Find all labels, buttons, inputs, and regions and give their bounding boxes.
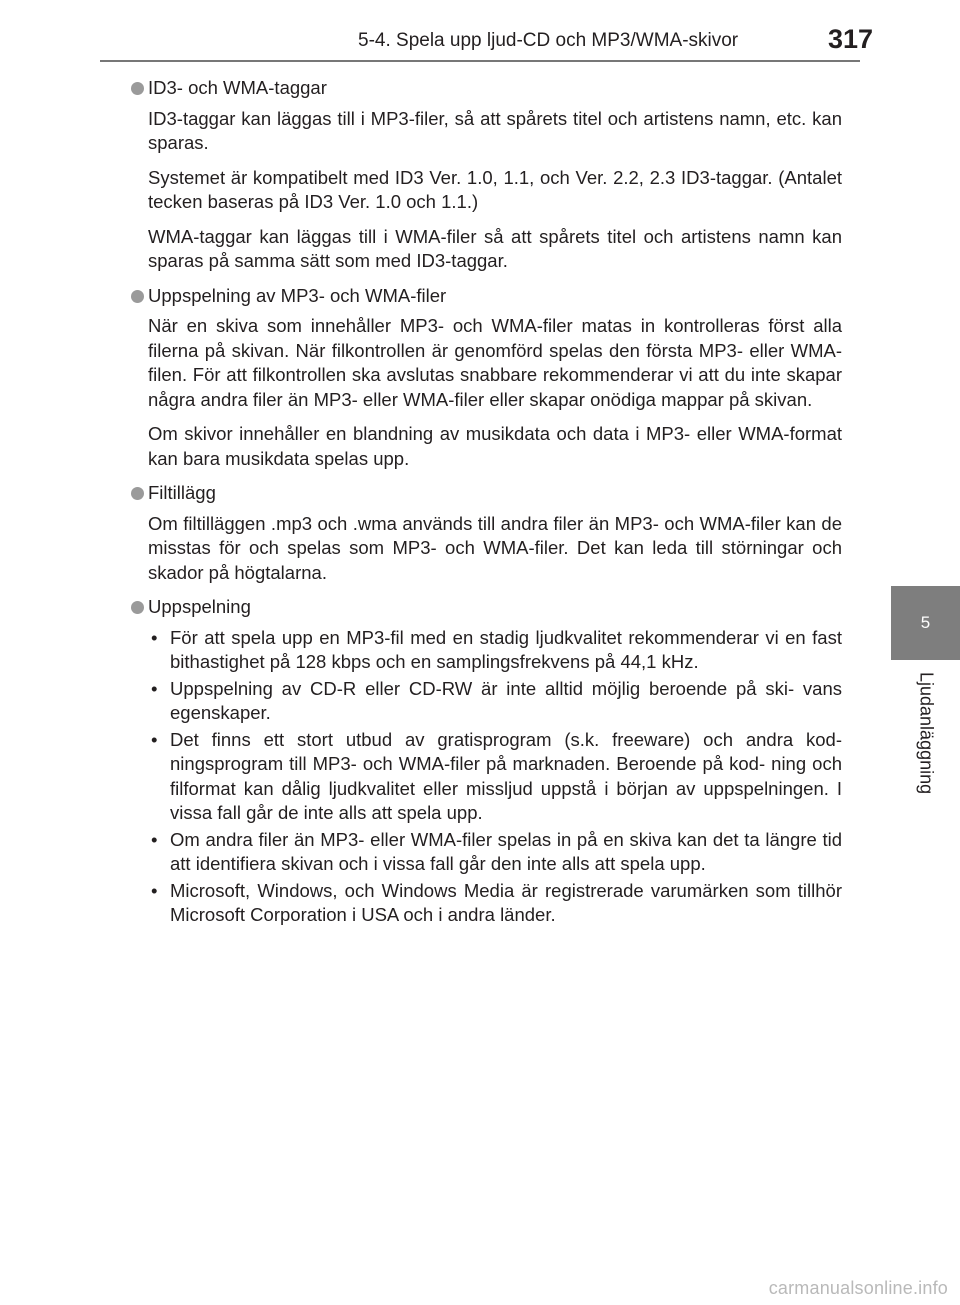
section-heading: [128, 284, 842, 309]
section-heading: [128, 481, 842, 506]
section-heading: [128, 595, 842, 620]
section-title: 5-4. Spela upp ljud-CD och MP3/WMA-skivor: [358, 30, 739, 51]
list-item-text: Uppspelning av CD-R eller CD-RW är inte alltid möjlig beroende på ski- vans egenskaper.: [170, 677, 842, 723]
list-item-text: För att spela upp en MP3-fil med en stadig ljudkvalitet rekommenderar vi en fast bithastighet på 128 kbps och en samplingsfrekvens på 44,1 kHz.: [170, 626, 842, 672]
page-number: 317: [828, 24, 874, 54]
playback-notes-list: [148, 626, 842, 928]
list-item: [148, 728, 842, 826]
list-item-text: Microsoft, Windows, och Windows Media är registrerade varumärken som tillhör Microsoft Corporation i USA och i andra länder.: [170, 879, 842, 925]
paragraph: ID3-taggar kan läggas till i MP3-filer, så att spårets titel och artistens namn, etc. kan sparas.: [148, 107, 842, 153]
paragraph: WMA-taggar kan läggas till i WMA-filer så att spårets titel och artistens namn kan sparas på samma sätt som med ID3-taggar.: [148, 225, 842, 271]
chapter-tab-label-text: Ljudanläggning: [916, 672, 936, 795]
list-item: [148, 677, 842, 726]
list-bullet: •: [151, 728, 158, 750]
paragraph: Om filtilläggen .mp3 och .wma används till andra filer än MP3- och WMA-filer kan de misstas för och spelas som MP3- och WMA-filer. Det kan leda till störningar och skador på högtalarna.: [148, 512, 842, 583]
section-heading-text: ID3- och WMA-taggar: [148, 77, 327, 98]
list-item: [148, 626, 842, 675]
chapter-tab-label: [891, 660, 960, 1090]
list-bullet: •: [151, 626, 158, 648]
section-file-extensions: [128, 481, 842, 585]
list-bullet: •: [151, 677, 158, 699]
section-mp3-wma-playback: [128, 284, 842, 472]
bullet-circle-icon: [131, 290, 144, 303]
paragraph: När en skiva som innehåller MP3- och WMA-filer matas in kontrolleras först alla filerna på skivan. När filkontrollen är genomförd spelas den första MP3- eller WMA-filen. För att filkontrollen ska avslutas snabbare rekommenderar vi att du inte skapar några andra filer än MP3- eller WMA-filer eller skapar onödiga mappar på skivan.: [148, 315, 842, 410]
section-id3-wma-tags: [128, 76, 842, 274]
bullet-circle-icon: [131, 487, 144, 500]
list-bullet: •: [151, 879, 158, 901]
paragraph: Systemet är kompatibelt med ID3 Ver. 1.0, 1.1, och Ver. 2.2, 2.3 ID3-taggar. (Antalet tecken baseras på ID3 Ver. 1.0 och 1.1.): [148, 166, 842, 212]
list-item-text: Det finns ett stort utbud av gratisprogram (s.k. freeware) och andra kod- ningsprogram till MP3- och WMA-filer på marknaden. Beroende på kod- ning och filformat kan dålig ljudkvalitet eller missljud uppstå i början av uppspelningen. I vissa fall går de inte alls att spela upp.: [170, 728, 842, 823]
paragraph: Om skivor innehåller en blandning av musikdata och data i MP3- eller WMA-format kan bara musikdata spelas upp.: [148, 423, 842, 469]
bullet-circle-icon: [131, 82, 144, 95]
list-bullet: •: [151, 828, 158, 850]
section-heading: [128, 76, 842, 101]
bullet-circle-icon: [131, 601, 144, 614]
page-content: [128, 76, 842, 936]
section-playback: [128, 595, 842, 928]
list-item: [148, 828, 842, 877]
section-heading-text: Uppspelning: [148, 596, 251, 617]
list-item-text: Om andra filer än MP3- eller WMA-filer spelas in på en skiva kan det ta längre tid att identifiera skivan och i vissa fall går den inte alls att spela upp.: [170, 828, 842, 874]
page-header: [0, 0, 960, 62]
watermark-text: carmanualsonline.info: [768, 1278, 948, 1298]
chapter-tab-number: 5: [891, 586, 960, 660]
header-divider: [100, 60, 860, 62]
list-item: [148, 879, 842, 928]
section-heading-text: Uppspelning av MP3- och WMA-filer: [148, 284, 447, 306]
section-heading-text: Filtillägg: [148, 482, 216, 503]
